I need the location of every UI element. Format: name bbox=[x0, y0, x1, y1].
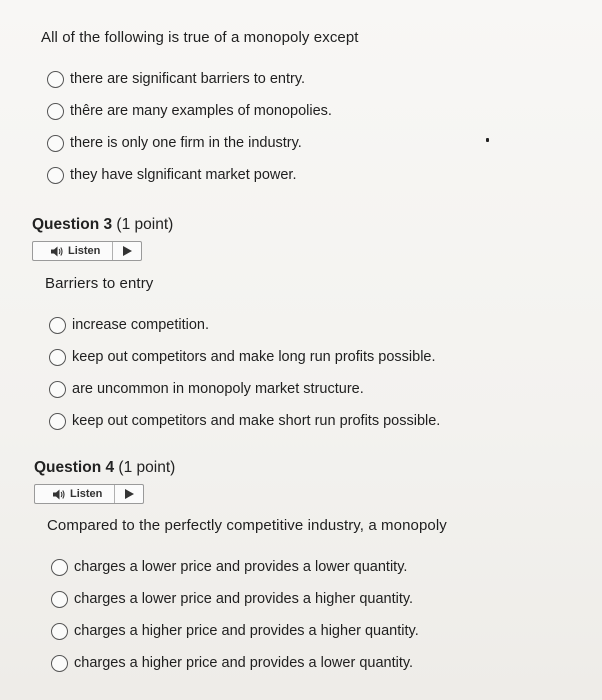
radio-button[interactable] bbox=[51, 559, 68, 576]
question-4-option-2[interactable] bbox=[51, 583, 419, 615]
option-label: there is only one firm in the industry. bbox=[70, 135, 302, 151]
radio-button[interactable] bbox=[47, 135, 64, 152]
question-2-option-4[interactable] bbox=[47, 159, 332, 191]
speaker-icon bbox=[51, 246, 64, 257]
option-label: there are significant barriers to entry. bbox=[70, 71, 306, 87]
question-4-option-3[interactable] bbox=[51, 615, 419, 647]
speaker-icon bbox=[53, 489, 66, 500]
question-2-option-2[interactable] bbox=[47, 95, 332, 127]
radio-button[interactable] bbox=[49, 317, 66, 334]
question-4-play-button[interactable] bbox=[115, 485, 143, 503]
question-4-options bbox=[51, 551, 419, 679]
radio-button[interactable] bbox=[47, 167, 64, 184]
option-label: are uncommon in monopoly market structure. bbox=[72, 381, 364, 397]
listen-label: Listen bbox=[68, 245, 101, 257]
play-icon bbox=[123, 246, 132, 256]
question-4-option-1[interactable] bbox=[51, 551, 419, 583]
question-4-prompt: Compared to the perfectly competitive industry, a monopoly bbox=[47, 517, 447, 534]
question-4-option-4[interactable] bbox=[51, 647, 419, 679]
question-3-listen-button[interactable] bbox=[33, 242, 113, 260]
question-2-option-1[interactable] bbox=[47, 63, 332, 95]
option-label: they have slgnificant market power. bbox=[70, 167, 297, 183]
option-label: keep out competitors and make short run profits possible. bbox=[72, 413, 441, 429]
question-2-options bbox=[47, 63, 332, 191]
option-label: charges a lower price and provides a higher quantity. bbox=[74, 591, 414, 607]
radio-button[interactable] bbox=[49, 381, 66, 398]
option-label: charges a higher price and provides a higher quantity. bbox=[74, 623, 419, 639]
question-3-points: (1 point) bbox=[116, 216, 174, 233]
radio-button[interactable] bbox=[47, 71, 64, 88]
question-2-prompt: All of the following is true of a monopoly except bbox=[41, 29, 359, 46]
option-label: thêre are many examples of monopolies. bbox=[70, 103, 332, 119]
question-3-option-4[interactable] bbox=[49, 405, 440, 437]
radio-button[interactable] bbox=[47, 103, 64, 120]
question-4-listen-button[interactable] bbox=[35, 485, 115, 503]
option-label: charges a higher price and provides a lower quantity. bbox=[74, 655, 414, 671]
smudge-mark bbox=[486, 138, 489, 142]
radio-button[interactable] bbox=[51, 655, 68, 672]
radio-button[interactable] bbox=[51, 591, 68, 608]
question-4-title: Question 4 bbox=[34, 459, 115, 476]
radio-button[interactable] bbox=[51, 623, 68, 640]
radio-button[interactable] bbox=[49, 349, 66, 366]
play-icon bbox=[125, 489, 134, 499]
question-3-prompt: Barriers to entry bbox=[45, 275, 154, 292]
question-3-title: Question 3 bbox=[32, 216, 113, 233]
question-4-listen-control bbox=[34, 484, 144, 504]
question-4-points: (1 point) bbox=[118, 459, 176, 476]
question-3-options bbox=[49, 309, 440, 437]
question-3-option-3[interactable] bbox=[49, 373, 440, 405]
question-4-heading bbox=[34, 459, 175, 477]
option-label: increase competition. bbox=[72, 317, 210, 333]
listen-label: Listen bbox=[70, 488, 103, 500]
question-3-heading bbox=[32, 216, 173, 234]
question-3-listen-control bbox=[32, 241, 142, 261]
question-3-option-1[interactable] bbox=[49, 309, 440, 341]
question-3-play-button[interactable] bbox=[113, 242, 141, 260]
question-2-option-3[interactable] bbox=[47, 127, 332, 159]
question-3-option-2[interactable] bbox=[49, 341, 440, 373]
option-label: charges a lower price and provides a lower quantity. bbox=[74, 559, 408, 575]
radio-button[interactable] bbox=[49, 413, 66, 430]
option-label: keep out competitors and make long run profits possible. bbox=[72, 349, 436, 365]
